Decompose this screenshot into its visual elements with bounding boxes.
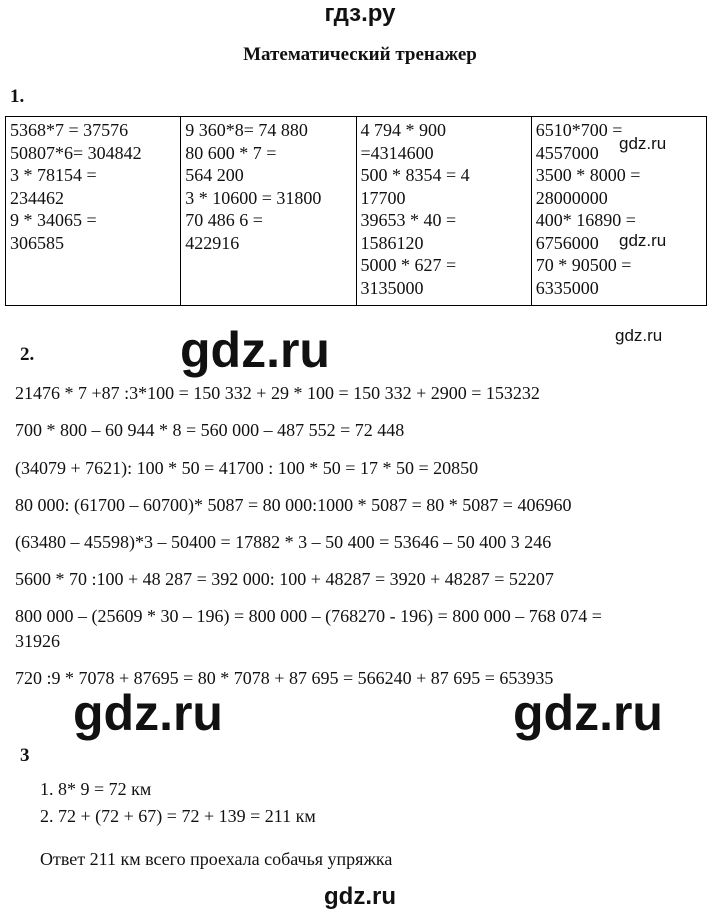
table-cell-line: 39653 * 40 =	[360, 210, 457, 230]
table-column-1	[6, 117, 181, 306]
table-column-2	[181, 117, 356, 306]
table-cell-line: 4557000	[535, 142, 599, 163]
watermark: gdz.ru	[615, 326, 663, 345]
table-cell-line: 9 360*8= 74 880	[185, 120, 308, 140]
section-1-number: 1.	[10, 86, 25, 107]
expression-line: 31926	[15, 631, 60, 651]
watermark: gdz.ru	[180, 322, 330, 378]
expression-line: 5600 * 70 :100 + 48 287 = 392 000: 100 + 48287 = 3920 + 48287 = 52207	[15, 569, 554, 589]
watermark: gdz.ru	[619, 231, 667, 250]
table-column-3	[356, 117, 531, 306]
watermark: gdz.ru	[513, 685, 663, 741]
table-cell-line: 500 * 8354 = 4	[360, 165, 470, 185]
table-cell-line: 70 486 6 =	[185, 210, 263, 230]
section-3-number: 3	[20, 745, 30, 766]
expression-line: (63480 – 45598)*3 – 50400 = 17882 * 3 – 50 400 = 53646 – 50 400 3 246	[15, 532, 552, 552]
expression-line: 700 * 800 – 60 944 * 8 = 560 000 – 487 552 = 72 448	[15, 420, 405, 440]
footer-watermark: gdz.ru	[324, 883, 396, 910]
site-header: гдз.ру	[324, 0, 396, 27]
table-cell-line: 9 * 34065 =	[10, 210, 97, 230]
table-cell-line: 564 200	[185, 165, 244, 185]
table-cell-line: 5368*7 = 37576	[10, 120, 129, 140]
table-cell-line: 70 * 90500 =	[535, 255, 632, 275]
list-item: 1. 8* 9 = 72 км	[40, 779, 152, 799]
expression-line: 80 000: (61700 – 60700)* 5087 = 80 000:1000 * 5087 = 80 * 5087 = 406960	[15, 495, 572, 515]
list-item: 2. 72 + (72 + 67) = 72 + 139 = 211 км	[40, 806, 316, 826]
table-cell-line: 5000 * 627 =	[360, 255, 457, 275]
table-cell-line: 400* 16890 =	[535, 210, 636, 230]
table-cell-line: 234462	[10, 187, 64, 208]
answer-text: Ответ 211 км всего проехала собачья упряжка	[40, 849, 393, 869]
table-cell-line: =4314600	[360, 142, 434, 163]
table-cell-line: 3500 * 8000 =	[535, 165, 641, 185]
expression-line: 21476 * 7 +87 :3*100 = 150 332 + 29 * 100 = 150 332 + 2900 = 153232	[15, 383, 540, 403]
table-row	[6, 117, 707, 306]
table-cell-line: 3135000	[360, 277, 424, 298]
expression-line: 800 000 – (25609 * 30 – 196) = 800 000 – (768270 - 196) = 800 000 – 768 074 =	[15, 606, 602, 626]
table-cell-line: 3 * 10600 = 31800	[185, 187, 322, 208]
section-2-number: 2.	[20, 344, 35, 365]
table-cell-line: 80 600 * 7 =	[185, 142, 277, 163]
table-cell-line: 3 * 78154 =	[10, 165, 97, 185]
table-cell-line: 6335000	[535, 277, 599, 298]
table-cell-line: 1586120	[360, 232, 424, 253]
table-cell-line: 50807*6= 304842	[10, 142, 142, 163]
table-cell-line: 6510*700 =	[535, 120, 623, 140]
table-cell-line: 28000000	[535, 187, 608, 208]
watermark: gdz.ru	[619, 134, 667, 153]
table-cell-line: 17700	[360, 187, 406, 208]
multiplication-table	[5, 116, 707, 306]
expression-line: (34079 + 7621): 100 * 50 = 41700 : 100 * 50 = 17 * 50 = 20850	[15, 458, 479, 478]
table-cell-line: 6756000	[535, 232, 599, 253]
table-cell-line: 422916	[185, 232, 240, 253]
expression-line: 720 :9 * 7078 + 87695 = 80 * 7078 + 87 695 = 566240 + 87 695 = 653935	[15, 668, 554, 688]
table-cell-line: 4 794 * 900	[360, 120, 446, 140]
watermark: gdz.ru	[73, 685, 223, 741]
page-title: Математический тренажер	[243, 44, 477, 65]
table-cell-line: 306585	[10, 232, 64, 253]
